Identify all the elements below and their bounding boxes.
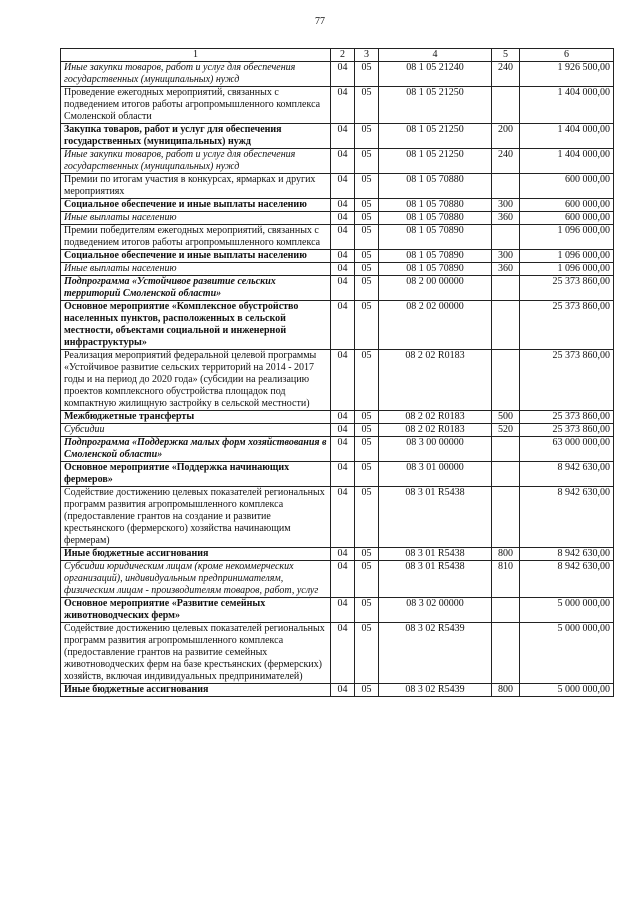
row-expense-type-code: 300: [492, 250, 520, 263]
table-row: [61, 684, 614, 697]
row-subsection-code: 05: [355, 598, 379, 623]
row-amount: 25 373 860,00: [520, 276, 614, 301]
row-expense-type-code: [492, 487, 520, 548]
column-header: 1: [61, 49, 331, 62]
row-amount: 25 373 860,00: [520, 411, 614, 424]
row-section-code: 04: [331, 87, 355, 124]
row-target-code: 08 3 02 R5439: [379, 684, 492, 697]
row-amount: 5 000 000,00: [520, 623, 614, 684]
table-row: [61, 437, 614, 462]
table-row: [61, 623, 614, 684]
row-section-code: 04: [331, 561, 355, 598]
table-row: [61, 250, 614, 263]
row-description: Межбюджетные трансферты: [61, 411, 331, 424]
row-description: Подпрограмма «Устойчивое развитие сельских территорий Смоленской области»: [61, 276, 331, 301]
row-section-code: 04: [331, 276, 355, 301]
row-expense-type-code: 800: [492, 548, 520, 561]
row-description: Содействие достижению целевых показателей региональных программ развития агропромышленного комплекса (предоставление грантов на развитие семейных животноводческих ферм на базе крестьянских (фермерских) хозяйств, включая индивидуальных предпринимателей): [61, 623, 331, 684]
row-section-code: 04: [331, 149, 355, 174]
table-row: [61, 212, 614, 225]
row-amount: 8 942 630,00: [520, 548, 614, 561]
page-number: 77: [315, 16, 325, 27]
row-amount: 8 942 630,00: [520, 561, 614, 598]
row-expense-type-code: [492, 301, 520, 350]
budget-table: [60, 48, 614, 697]
row-section-code: 04: [331, 684, 355, 697]
row-expense-type-code: 810: [492, 561, 520, 598]
row-description: Проведение ежегодных мероприятий, связанных с подведением итогов работы агропромышленного комплекса Смоленской области: [61, 87, 331, 124]
row-subsection-code: 05: [355, 263, 379, 276]
row-expense-type-code: 800: [492, 684, 520, 697]
table-row: [61, 487, 614, 548]
row-section-code: 04: [331, 437, 355, 462]
row-amount: 5 000 000,00: [520, 598, 614, 623]
row-target-code: 08 1 05 70890: [379, 263, 492, 276]
row-section-code: 04: [331, 263, 355, 276]
row-expense-type-code: [492, 623, 520, 684]
row-expense-type-code: 520: [492, 424, 520, 437]
row-amount: 25 373 860,00: [520, 301, 614, 350]
row-description: Иные бюджетные ассигнования: [61, 548, 331, 561]
table-row: [61, 124, 614, 149]
row-description: Реализация мероприятий федеральной целевой программы «Устойчивое развитие сельских территорий на 2014 - 2017 годы и на период до 2020 года» (субсидии на реализацию проектов комплексного обустройства площадок под компактную жилищную застройку в сельской местности): [61, 350, 331, 411]
row-section-code: 04: [331, 411, 355, 424]
table-row: [61, 199, 614, 212]
table-row: [61, 424, 614, 437]
table-row: [61, 174, 614, 199]
row-expense-type-code: [492, 225, 520, 250]
row-target-code: 08 3 01 R5438: [379, 561, 492, 598]
row-amount: 63 000 000,00: [520, 437, 614, 462]
row-expense-type-code: [492, 437, 520, 462]
row-expense-type-code: [492, 598, 520, 623]
row-amount: 600 000,00: [520, 212, 614, 225]
column-header: 4: [379, 49, 492, 62]
row-expense-type-code: 200: [492, 124, 520, 149]
row-amount: 1 096 000,00: [520, 263, 614, 276]
row-amount: 600 000,00: [520, 174, 614, 199]
row-subsection-code: 05: [355, 548, 379, 561]
row-expense-type-code: [492, 276, 520, 301]
row-target-code: 08 3 01 R5438: [379, 487, 492, 548]
row-subsection-code: 05: [355, 487, 379, 548]
row-amount: 8 942 630,00: [520, 487, 614, 548]
table-row: [61, 462, 614, 487]
row-subsection-code: 05: [355, 462, 379, 487]
table-header-row: [61, 49, 614, 62]
row-section-code: 04: [331, 487, 355, 548]
row-description: Субсидии юридическим лицам (кроме некоммерческих организаций), индивидуальным предпринимателям, физическим лицам - производителям товаров, работ, услуг: [61, 561, 331, 598]
row-target-code: 08 1 05 70880: [379, 212, 492, 225]
row-description: Основное мероприятие «Комплексное обустройство населенных пунктов, расположенных в сельской местности, объектами социальной и инженерной инфраструктуры»: [61, 301, 331, 350]
table-row: [61, 276, 614, 301]
row-target-code: 08 2 02 R0183: [379, 424, 492, 437]
row-description: Содействие достижению целевых показателей региональных программ развития агропромышленного комплекса (предоставление грантов на создание и развитие крестьянского (фермерского) хозяйства начинающим фермерам): [61, 487, 331, 548]
row-description: Иные закупки товаров, работ и услуг для обеспечения государственных (муниципальных) нужд: [61, 149, 331, 174]
table-row: [61, 548, 614, 561]
row-target-code: 08 1 05 70890: [379, 250, 492, 263]
row-section-code: 04: [331, 250, 355, 263]
row-expense-type-code: 360: [492, 212, 520, 225]
table-row: [61, 263, 614, 276]
row-target-code: 08 1 05 70890: [379, 225, 492, 250]
row-description: Субсидии: [61, 424, 331, 437]
row-subsection-code: 05: [355, 62, 379, 87]
row-section-code: 04: [331, 174, 355, 199]
row-amount: 8 942 630,00: [520, 462, 614, 487]
row-amount: 1 926 500,00: [520, 62, 614, 87]
row-subsection-code: 05: [355, 225, 379, 250]
row-target-code: 08 3 01 00000: [379, 462, 492, 487]
row-amount: 5 000 000,00: [520, 684, 614, 697]
row-target-code: 08 1 05 21240: [379, 62, 492, 87]
row-description: Иные закупки товаров, работ и услуг для обеспечения государственных (муниципальных) нужд: [61, 62, 331, 87]
row-amount: 1 404 000,00: [520, 124, 614, 149]
row-target-code: 08 3 02 R5439: [379, 623, 492, 684]
row-subsection-code: 05: [355, 250, 379, 263]
row-target-code: 08 1 05 21250: [379, 87, 492, 124]
table-row: [61, 598, 614, 623]
row-description: Подпрограмма «Поддержка малых форм хозяйствования в Смоленской области»: [61, 437, 331, 462]
row-amount: 25 373 860,00: [520, 350, 614, 411]
row-description: Иные выплаты населению: [61, 263, 331, 276]
row-description: Социальное обеспечение и иные выплаты населению: [61, 199, 331, 212]
row-target-code: 08 1 05 21250: [379, 149, 492, 174]
row-description: Основное мероприятие «Поддержка начинающих фермеров»: [61, 462, 331, 487]
row-section-code: 04: [331, 350, 355, 411]
row-subsection-code: 05: [355, 301, 379, 350]
row-section-code: 04: [331, 598, 355, 623]
row-target-code: 08 1 05 21250: [379, 124, 492, 149]
row-expense-type-code: [492, 350, 520, 411]
row-expense-type-code: [492, 174, 520, 199]
table-row: [61, 350, 614, 411]
row-section-code: 04: [331, 124, 355, 149]
table-row: [61, 149, 614, 174]
row-section-code: 04: [331, 199, 355, 212]
row-description: Закупка товаров, работ и услуг для обеспечения государственных (муниципальных) нужд: [61, 124, 331, 149]
column-header: 6: [520, 49, 614, 62]
row-target-code: 08 2 02 00000: [379, 301, 492, 350]
row-subsection-code: 05: [355, 124, 379, 149]
row-target-code: 08 2 02 R0183: [379, 350, 492, 411]
row-target-code: 08 3 02 00000: [379, 598, 492, 623]
row-amount: 25 373 860,00: [520, 424, 614, 437]
row-section-code: 04: [331, 62, 355, 87]
row-section-code: 04: [331, 623, 355, 684]
row-expense-type-code: 360: [492, 263, 520, 276]
row-target-code: 08 2 00 00000: [379, 276, 492, 301]
row-subsection-code: 05: [355, 212, 379, 225]
row-expense-type-code: 240: [492, 149, 520, 174]
row-subsection-code: 05: [355, 87, 379, 124]
row-expense-type-code: 300: [492, 199, 520, 212]
row-subsection-code: 05: [355, 411, 379, 424]
row-amount: 1 096 000,00: [520, 250, 614, 263]
row-description: Социальное обеспечение и иные выплаты населению: [61, 250, 331, 263]
row-target-code: 08 1 05 70880: [379, 174, 492, 199]
row-section-code: 04: [331, 225, 355, 250]
row-subsection-code: 05: [355, 276, 379, 301]
table-row: [61, 301, 614, 350]
row-description: Иные выплаты населению: [61, 212, 331, 225]
row-amount: 1 404 000,00: [520, 149, 614, 174]
row-subsection-code: 05: [355, 424, 379, 437]
column-header: 5: [492, 49, 520, 62]
row-subsection-code: 05: [355, 350, 379, 411]
table-row: [61, 561, 614, 598]
table-row: [61, 411, 614, 424]
row-amount: 1 404 000,00: [520, 87, 614, 124]
row-description: Основное мероприятие «Развитие семейных животноводческих ферм»: [61, 598, 331, 623]
row-amount: 1 096 000,00: [520, 225, 614, 250]
row-section-code: 04: [331, 548, 355, 561]
row-amount: 600 000,00: [520, 199, 614, 212]
table-row: [61, 225, 614, 250]
row-description: Иные бюджетные ассигнования: [61, 684, 331, 697]
row-section-code: 04: [331, 212, 355, 225]
row-subsection-code: 05: [355, 437, 379, 462]
row-target-code: 08 1 05 70880: [379, 199, 492, 212]
row-target-code: 08 3 00 00000: [379, 437, 492, 462]
row-section-code: 04: [331, 301, 355, 350]
row-section-code: 04: [331, 424, 355, 437]
table-row: [61, 87, 614, 124]
row-subsection-code: 05: [355, 174, 379, 199]
row-description: Премии победителям ежегодных мероприятий, связанных с подведением итогов работы агропромышленного комплекса: [61, 225, 331, 250]
row-subsection-code: 05: [355, 623, 379, 684]
row-section-code: 04: [331, 462, 355, 487]
row-target-code: 08 2 02 R0183: [379, 411, 492, 424]
column-header: 2: [331, 49, 355, 62]
column-header: 3: [355, 49, 379, 62]
row-expense-type-code: 500: [492, 411, 520, 424]
row-subsection-code: 05: [355, 684, 379, 697]
row-target-code: 08 3 01 R5438: [379, 548, 492, 561]
row-subsection-code: 05: [355, 199, 379, 212]
table-row: [61, 62, 614, 87]
row-expense-type-code: 240: [492, 62, 520, 87]
row-description: Премии по итогам участия в конкурсах, ярмарках и других мероприятиях: [61, 174, 331, 199]
row-subsection-code: 05: [355, 149, 379, 174]
row-expense-type-code: [492, 462, 520, 487]
row-expense-type-code: [492, 87, 520, 124]
row-subsection-code: 05: [355, 561, 379, 598]
